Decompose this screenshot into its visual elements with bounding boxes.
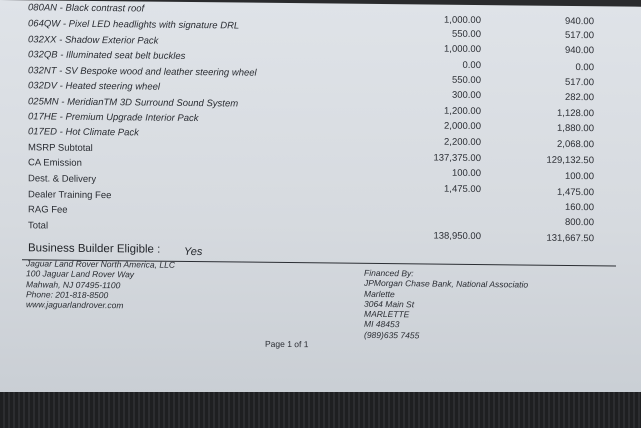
line-description: CA Emission bbox=[28, 157, 82, 169]
line-description: 017HE - Premium Upgrade Interior Pack bbox=[28, 111, 199, 125]
line-description: RAG Fee bbox=[28, 204, 68, 216]
line-invoice: 0.00 bbox=[575, 62, 594, 74]
line-description: 080AN - Black contrast roof bbox=[28, 2, 145, 15]
line-msrp: 2,200.00 bbox=[444, 136, 481, 149]
business-builder-value: Yes bbox=[184, 245, 203, 259]
line-description: 032QB - Illuminated seat belt buckles bbox=[28, 49, 186, 62]
line-description: 032NT - SV Bespoke wood and leather steering wheel bbox=[28, 65, 257, 79]
line-invoice: 800.00 bbox=[564, 216, 594, 229]
manufacturer-street: 100 Jaguar Land Rover Way bbox=[26, 268, 135, 280]
line-msrp: 550.00 bbox=[451, 74, 481, 87]
financed-by-label: Financed By: bbox=[364, 267, 414, 279]
financed-bank: JPMorgan Chase Bank, National Associatio bbox=[364, 278, 529, 290]
line-description: 025MN - MeridianTM 3D Surround Sound System bbox=[28, 96, 239, 110]
line-invoice: 160.00 bbox=[564, 201, 594, 214]
business-builder-label: Business Builder Eligible : bbox=[28, 242, 161, 256]
financed-state: MI 48453 bbox=[364, 319, 400, 330]
line-invoice: 282.00 bbox=[564, 91, 594, 104]
manufacturer-website: www.jaguarlandrover.com bbox=[26, 299, 124, 311]
manufacturer-city: Mahwah, NJ 07495-1100 bbox=[26, 278, 121, 290]
manufacturer-address bbox=[26, 258, 175, 311]
financed-city: MARLETTE bbox=[364, 308, 410, 320]
page-number: Page 1 of 1 bbox=[265, 338, 309, 350]
line-invoice: 1,128.00 bbox=[557, 107, 594, 120]
line-msrp: 137,375.00 bbox=[433, 152, 481, 165]
financed-street: 3064 Main St bbox=[364, 298, 415, 310]
desk-surface bbox=[0, 392, 641, 428]
line-invoice: 129,132.50 bbox=[546, 154, 594, 167]
line-description: Total bbox=[28, 220, 49, 232]
line-description: 032DV - Heated steering wheel bbox=[28, 80, 161, 93]
financed-by-block bbox=[364, 268, 528, 342]
line-msrp: 138,950.00 bbox=[433, 230, 481, 243]
line-description: 017ED - Hot Climate Pack bbox=[28, 126, 139, 139]
line-invoice: 1,880.00 bbox=[557, 122, 594, 135]
line-invoice: 100.00 bbox=[564, 170, 594, 183]
line-description: Dealer Training Fee bbox=[28, 189, 112, 202]
line-description: 032XX - Shadow Exterior Pack bbox=[28, 34, 159, 47]
line-msrp: 1,000.00 bbox=[444, 43, 481, 56]
line-msrp: 1,200.00 bbox=[444, 105, 481, 118]
line-msrp: 1,475.00 bbox=[444, 183, 481, 196]
manufacturer-name: Jaguar Land Rover North America, LLC bbox=[26, 258, 175, 270]
line-invoice: 131,667.50 bbox=[546, 232, 594, 245]
line-invoice: 1,475.00 bbox=[557, 186, 594, 199]
line-invoice: 2,068.00 bbox=[557, 138, 594, 151]
line-msrp: 550.00 bbox=[451, 28, 481, 41]
financed-branch: Marlette bbox=[364, 288, 395, 299]
line-description: Dest. & Delivery bbox=[28, 173, 97, 186]
line-invoice: 517.00 bbox=[564, 76, 594, 89]
line-msrp: 0.00 bbox=[462, 59, 481, 72]
manufacturer-phone: Phone: 201-818-8500 bbox=[26, 289, 109, 301]
line-msrp: 1,000.00 bbox=[444, 14, 481, 27]
line-msrp: 100.00 bbox=[451, 167, 481, 180]
line-invoice: 517.00 bbox=[564, 29, 594, 42]
line-invoice: 940.00 bbox=[564, 44, 594, 57]
line-description: MSRP Subtotal bbox=[28, 142, 93, 154]
line-msrp: 300.00 bbox=[451, 89, 481, 102]
line-description: 064QW - Pixel LED headlights with signature DRL bbox=[28, 18, 240, 32]
line-invoice: 940.00 bbox=[564, 15, 594, 28]
line-msrp: 2,000.00 bbox=[444, 120, 481, 133]
financed-phone: (989)635 7455 bbox=[364, 329, 420, 341]
